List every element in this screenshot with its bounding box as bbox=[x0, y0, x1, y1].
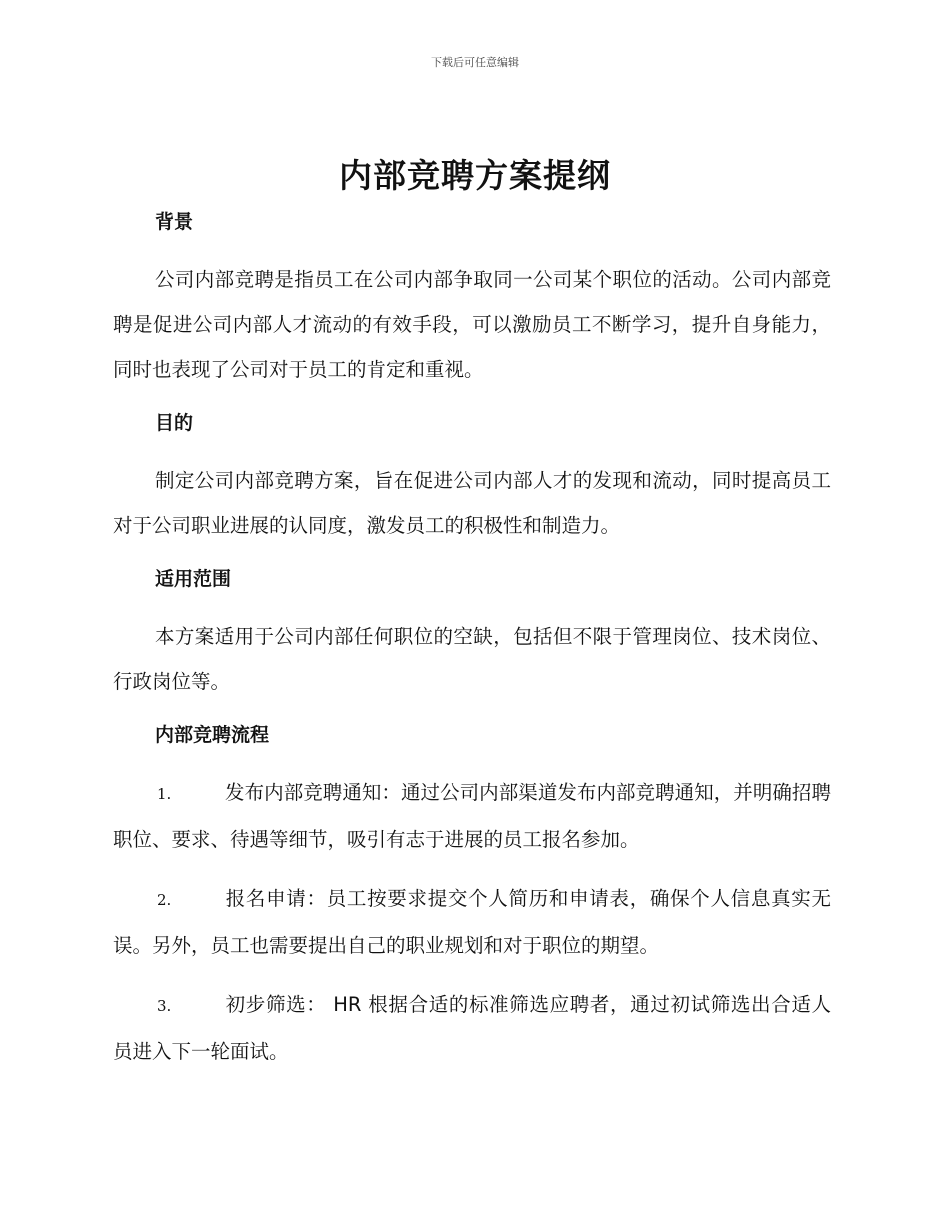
list-item bbox=[113, 770, 831, 862]
document-body bbox=[113, 205, 831, 1074]
list-number: 1. bbox=[157, 785, 172, 803]
header-note: 下载后可任意编辑 bbox=[431, 56, 519, 69]
list-item bbox=[113, 982, 831, 1074]
list-item-text: 报名申请：员工按要求提交个人简历和申请表，确保个人信息真实无误。另外，员工也需要提出自己的职业规划和对于职位的期望。 bbox=[113, 887, 831, 957]
paragraph-background: 公司内部竞聘是指员工在公司内部争取同一公司某个职位的活动。公司内部竞聘是促进公司内部人才流动的有效手段，可以激励员工不断学习，提升自身能力，同时也表现了公司对于员工的肯定和重视。 bbox=[113, 268, 831, 381]
list-item bbox=[113, 876, 831, 968]
section-heading-purpose: 目的 bbox=[155, 412, 194, 434]
list-item-text: 发布内部竞聘通知：通过公司内部渠道发布内部竞聘通知，并明确招聘职位、要求、待遇等细节，吸引有志于进展的员工报名参加。 bbox=[113, 781, 831, 851]
list-number: 2. bbox=[157, 891, 172, 909]
paragraph-purpose: 制定公司内部竞聘方案，旨在促进公司内部人才的发现和流动，同时提高员工对于公司职业进展的认同度，激发员工的积极性和制造力。 bbox=[113, 469, 831, 537]
section-heading-background: 背景 bbox=[155, 211, 194, 233]
list-item-text: 初步筛选： HR 根据合适的标准筛选应聘者，通过初试筛选出合适人员进入下一轮面试。 bbox=[113, 993, 831, 1063]
paragraph-scope: 本方案适用于公司内部任何职位的空缺，包括但不限于管理岗位、技术岗位、行政岗位等。 bbox=[113, 625, 831, 693]
section-heading-process: 内部竞聘流程 bbox=[155, 724, 270, 746]
section-heading-scope: 适用范围 bbox=[155, 568, 232, 590]
document-title: 内部竞聘方案提纲 bbox=[339, 156, 611, 195]
list-number: 3. bbox=[157, 997, 172, 1015]
